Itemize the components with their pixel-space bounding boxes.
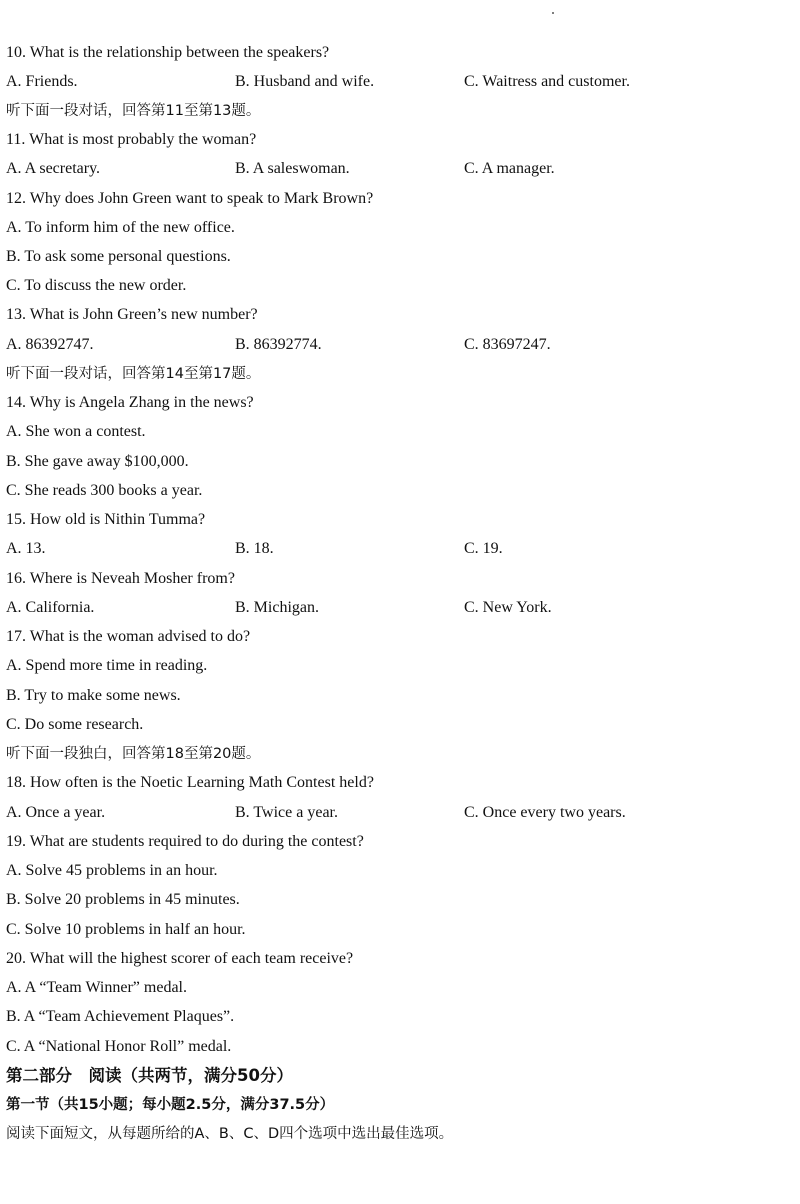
option-11-b: B. A saleswoman. — [235, 160, 350, 177]
question-18: 18. How often is the Noetic Learning Math Contest held? — [6, 774, 374, 791]
option-17-a: A. Spend more time in reading. — [6, 657, 208, 674]
option-18-b: B. Twice a year. — [235, 804, 338, 821]
options-row-11 — [6, 157, 786, 181]
question-13: 13. What is John Green’s new number? — [6, 306, 258, 323]
instruction-11-13: 听下面一段对话，回答第11至第13题。 — [6, 103, 261, 119]
question-16: 16. Where is Neveah Mosher from? — [6, 570, 235, 587]
option-10-c: C. Waitress and customer. — [464, 73, 630, 90]
option-10-b: B. Husband and wife. — [235, 73, 375, 90]
option-16-b: B. Michigan. — [235, 599, 319, 616]
option-11-c: C. A manager. — [464, 160, 555, 177]
option-19-c: C. Solve 10 problems in half an hour. — [6, 921, 246, 938]
option-15-c: C. 19. — [464, 540, 503, 557]
question-17: 17. What is the woman advised to do? — [6, 628, 251, 645]
option-20-b: B. A “Team Achievement Plaques”. — [6, 1008, 235, 1025]
option-13-a: A. 86392747. — [6, 336, 94, 353]
question-12: 12. Why does John Green want to speak to Mark Brown? — [6, 190, 374, 207]
option-14-c: C. She reads 300 books a year. — [6, 482, 203, 499]
option-16-a: A. California. — [6, 599, 95, 616]
option-20-a: A. A “Team Winner” medal. — [6, 979, 187, 996]
option-14-a: A. She won a contest. — [6, 423, 146, 440]
option-12-c: C. To discuss the new order. — [6, 277, 187, 294]
option-10-a: A. Friends. — [6, 73, 78, 90]
instruction-18-20: 听下面一段独白，回答第18至第20题。 — [6, 746, 261, 762]
option-17-b: B. Try to make some news. — [6, 687, 181, 704]
option-16-c: C. New York. — [464, 599, 552, 616]
scan-dot — [552, 12, 554, 14]
option-14-b: B. She gave away $100,000. — [6, 453, 189, 470]
option-19-b: B. Solve 20 problems in 45 minutes. — [6, 891, 240, 908]
option-17-c: C. Do some research. — [6, 716, 144, 733]
option-15-a: A. 13. — [6, 540, 46, 557]
option-11-a: A. A secretary. — [6, 160, 101, 177]
question-20: 20. What will the highest scorer of each team receive? — [6, 950, 354, 967]
question-19: 19. What are students required to do during the contest? — [6, 833, 364, 850]
option-18-c: C. Once every two years. — [464, 804, 626, 821]
option-12-a: A. To inform him of the new office. — [6, 219, 235, 236]
instruction-14-17: 听下面一段对话，回答第14至第17题。 — [6, 366, 261, 382]
question-11: 11. What is most probably the woman? — [6, 131, 257, 148]
option-19-a: A. Solve 45 problems in an hour. — [6, 862, 218, 879]
options-row-13 — [6, 333, 786, 357]
options-row-18 — [6, 801, 786, 825]
question-10: 10. What is the relationship between the speakers? — [6, 44, 330, 61]
options-row-16 — [6, 596, 786, 620]
option-13-b: B. 86392774. — [235, 336, 322, 353]
option-20-c: C. A “National Honor Roll” medal. — [6, 1038, 232, 1055]
question-14: 14. Why is Angela Zhang in the news? — [6, 394, 254, 411]
section-one-heading: 第一节（共15小题；每小题2.5分，满分37.5分） — [6, 1097, 335, 1113]
options-row-10 — [6, 70, 786, 94]
options-row-15 — [6, 537, 786, 561]
option-15-b: B. 18. — [235, 540, 274, 557]
option-13-c: C. 83697247. — [464, 336, 551, 353]
option-18-a: A. Once a year. — [6, 804, 106, 821]
option-12-b: B. To ask some personal questions. — [6, 248, 231, 265]
question-15: 15. How old is Nithin Tumma? — [6, 511, 206, 528]
part-two-heading: 第二部分 阅读（共两节，满分50分） — [6, 1066, 293, 1085]
reading-instruction: 阅读下面短文，从每题所给的A、B、C、D四个选项中选出最佳选项。 — [6, 1126, 454, 1142]
